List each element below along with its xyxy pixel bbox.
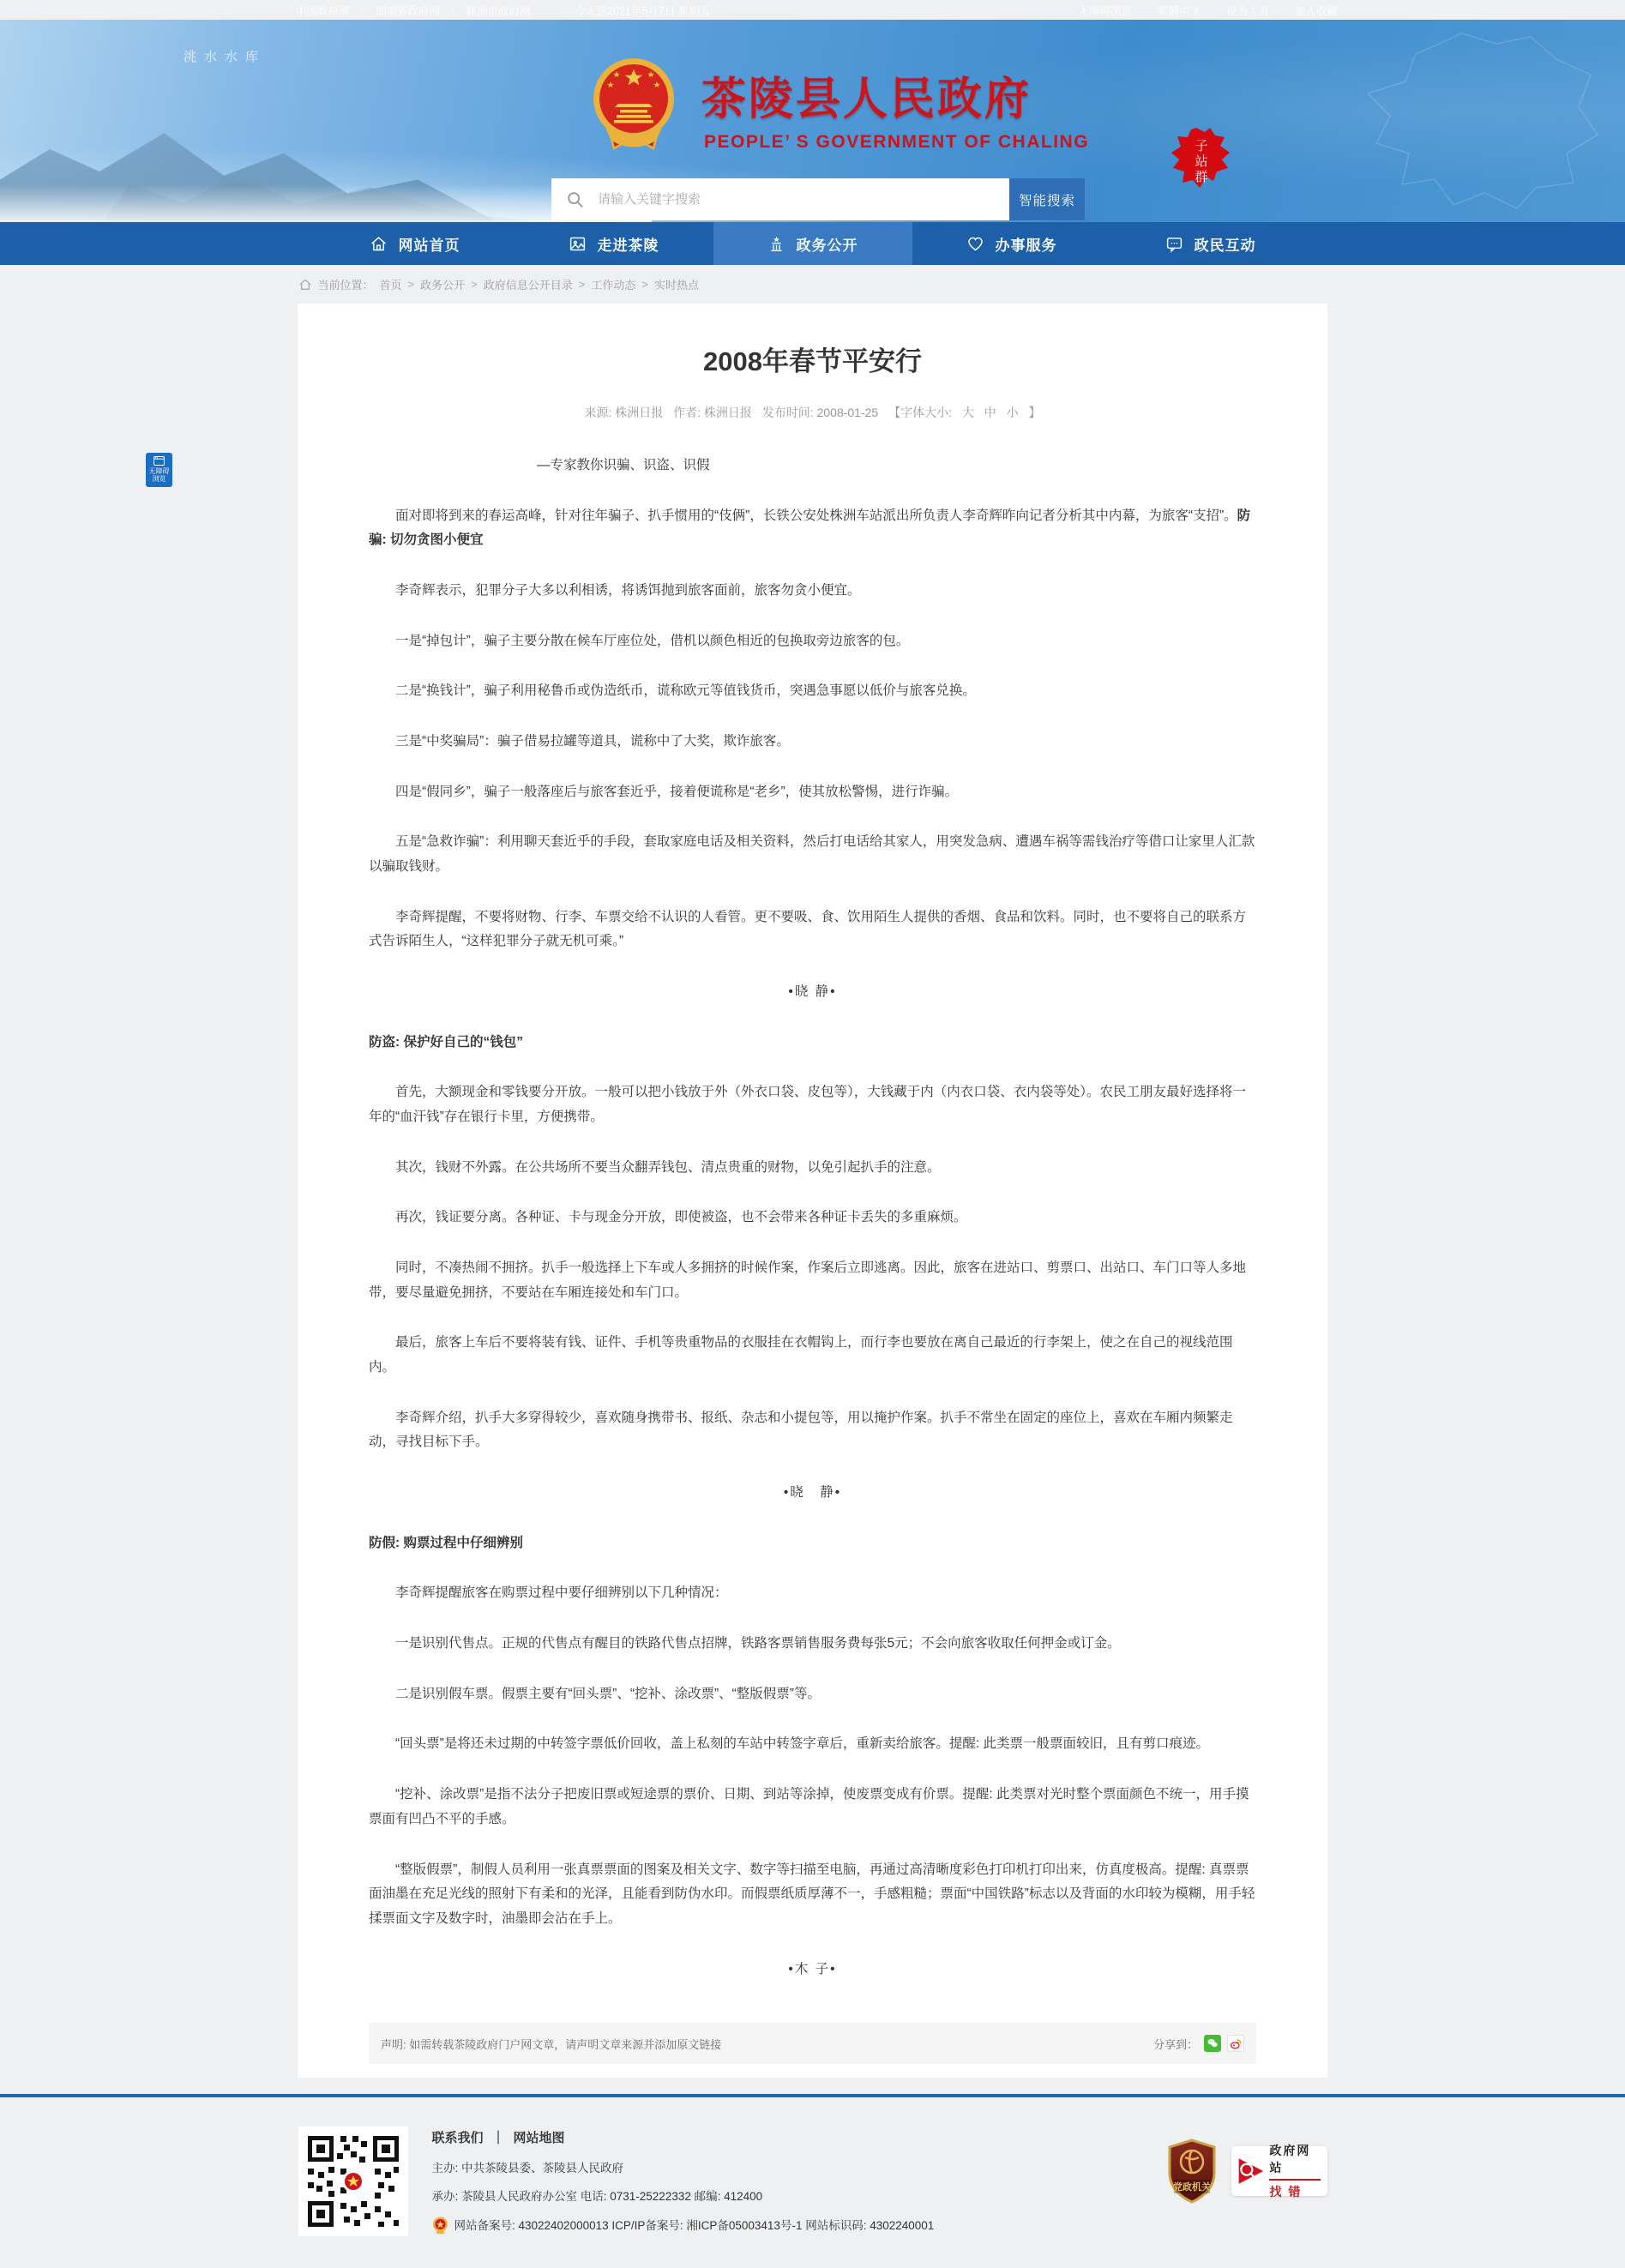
paragraph: 二是识别假车票。假票主要有“回头票”、“挖补、涂改票”、“整版假票”等。 bbox=[395, 1686, 821, 1701]
paragraph: 三是“中奖骗局”：骗子借易拉罐等道具，谎称中了大奖，欺诈旅客。 bbox=[395, 734, 790, 749]
paragraph: 同时，不凑热闹不拥挤。扒手一般选择上下车或人多拥挤的时候作案，作案后立即逃离。因此，旅客在进站口、剪票口、出站口、车门口等人多地带，要尽量避免拥挤，不要站在车厢连接处和车门口。 bbox=[369, 1260, 1247, 1300]
smart-search-button[interactable]: 智能搜索 bbox=[1009, 178, 1085, 220]
declaration-text: 声明: 如需转载茶陵政府门户网文章，请声明文章来源并添加原文链接 bbox=[381, 2037, 722, 2051]
paragraph: 李奇辉提醒，不要将财物、行李、车票交给不认识的人看管。更不要吸、食、饮用陌生人提供的香烟、食品和饮料。同时，也不要将自己的联系方式告诉陌生人，“这样犯罪分子就无机可乘。” bbox=[369, 909, 1247, 949]
footer-host: 主办: 中共茶陵县委、茶陵县人民政府 bbox=[431, 2162, 624, 2175]
font-size-large-button[interactable]: 大 bbox=[961, 406, 974, 419]
footer-links bbox=[432, 2128, 935, 2146]
paragraph: 再次，钱证要分离。各种证、卡与现金分开放，即使被盗，也不会带来各种证卡丢失的多重麻烦。 bbox=[395, 1210, 967, 1225]
reservoir-watermark-label: 洮水水库 bbox=[184, 50, 267, 64]
breadcrumb-separator: > bbox=[578, 278, 586, 291]
footer bbox=[0, 2097, 1625, 2268]
nav-label: 走进茶陵 bbox=[597, 237, 659, 254]
sitemap-link[interactable]: 网站地图 bbox=[513, 2131, 565, 2146]
topbar-tools bbox=[1078, 3, 1338, 18]
search-box bbox=[551, 178, 1009, 220]
paragraph: 首先，大额现金和零钱要分开放。一般可以把小钱放于外（外衣口袋、皮包等），大钱藏于内（内衣口袋、衣内袋等处）。农民工朋友最好选择将一年的“血汗钱”存在银行卡里，方便携带。 bbox=[369, 1085, 1247, 1125]
footer-info bbox=[432, 2127, 935, 2246]
header-banner bbox=[0, 20, 1625, 222]
accessibility-label-line1: 无障碍 bbox=[148, 467, 170, 475]
breadcrumb-prefix: 当前位置： bbox=[317, 279, 374, 292]
paragraph: “整版假票”，制假人员利用一张真票票面的图案及相关文字、数字等扫描至电脑，再通过高清晰度彩色打印机打印出来，仿真度极高。提醒: 真票票面油墨在充足光线的照射下有柔和的光泽，且能看到防伪水印。而假票纸质厚薄不一，手感粗糙；票面“中国铁路”标志以及背面的水印较为模糊，用手轻揉票面文字及数字时，油墨即会沾在手上。 bbox=[369, 1862, 1255, 1926]
share-area bbox=[1153, 2035, 1244, 2052]
map-outline-watermark bbox=[1333, 25, 1608, 214]
subsite-char: 群 bbox=[1195, 170, 1208, 184]
paragraph: 最后，旅客上车后不要将装有钱、证件、手机等贵重物品的衣服挂在衣帽钩上，而行李也要放在离自己最近的行李架上，使之在自己的视线范围内。 bbox=[369, 1335, 1233, 1375]
paragraph: “回头票”是将还未过期的中转签字票低价回收，盖上私刻的车站中转签字章后，重新卖给旅客。提醒: 此类票一般票面较旧，且有剪口痕迹。 bbox=[395, 1736, 1209, 1752]
breadcrumb bbox=[298, 265, 1327, 302]
article-card bbox=[298, 304, 1327, 2078]
accessibility-float-widget[interactable] bbox=[146, 453, 172, 487]
contact-us-link[interactable]: 联系我们 bbox=[431, 2131, 484, 2146]
meta-publish-time: 发布时间: 2008-01-25 bbox=[761, 406, 879, 419]
breadcrumb-hot-topics[interactable]: 实时热点 bbox=[653, 279, 699, 292]
paragraph: 其次，钱财不外露。在公共场所不要当众翻弄钱包、清点贵重的财物，以免引起扒手的注意。 bbox=[395, 1159, 941, 1175]
search-icon bbox=[566, 190, 585, 209]
website-error-report-badge[interactable] bbox=[1231, 2144, 1327, 2199]
breadcrumb-info-catalog[interactable]: 政府信息公开目录 bbox=[483, 279, 573, 292]
nav-label: 政民互动 bbox=[1194, 237, 1256, 254]
subsite-char: 子 bbox=[1195, 139, 1208, 153]
author-signature: •晓 静• bbox=[783, 1485, 842, 1501]
article-subtitle: —专家教你识骗、识盗、识假 bbox=[537, 458, 710, 472]
breadcrumb-home[interactable]: 首页 bbox=[379, 279, 402, 292]
font-size-label: 【字体大小: bbox=[888, 406, 952, 419]
breadcrumb-separator: > bbox=[471, 278, 478, 291]
error-badge-subtitle: 找错 bbox=[1269, 2185, 1308, 2199]
article-meta bbox=[369, 404, 1256, 421]
party-gov-shield-badge[interactable] bbox=[1166, 2139, 1218, 2204]
link-traditional-chinese[interactable]: 繁體中文 bbox=[1157, 4, 1201, 17]
link-set-homepage[interactable]: 设为主页 bbox=[1225, 4, 1269, 17]
nav-label: 政务公开 bbox=[796, 237, 858, 254]
chat-icon bbox=[1165, 235, 1183, 253]
nav-item-gov-affairs[interactable] bbox=[713, 222, 912, 265]
weibo-share-icon[interactable] bbox=[1227, 2035, 1244, 2052]
subsite-map-badge[interactable] bbox=[1170, 126, 1233, 196]
nav-item-about[interactable] bbox=[515, 222, 713, 265]
flag-magnifier-icon bbox=[1235, 2154, 1267, 2188]
paragraph: 二是“换钱计”，骗子利用秘鲁币或伪造纸币，谎称欧元等值钱货币，突遇急事愿以低价与旅客兑换。 bbox=[395, 683, 976, 699]
breadcrumb-separator: > bbox=[641, 278, 648, 291]
nav-item-interaction[interactable] bbox=[1111, 222, 1310, 265]
search-input[interactable] bbox=[596, 191, 1009, 208]
section-heading-anti-fraud: 防骗: 切勿贪图小便宜 bbox=[369, 508, 1251, 548]
author-signature: •木 子• bbox=[788, 1961, 837, 1976]
paragraph: 五是“急救诈骗”：利用聊天套近乎的手段，套取家庭电话及相关资料，然后打电话给其家人，用突发急病、遭遇车祸等需钱治疗等借口让家里人汇款以骗取钱财。 bbox=[369, 834, 1255, 875]
national-emblem-logo[interactable] bbox=[590, 54, 677, 167]
nav-item-services[interactable] bbox=[912, 222, 1111, 265]
topbar-separator: ｜ bbox=[357, 4, 369, 17]
topbar bbox=[0, 0, 1625, 20]
meta-author: 作者: 株洲日报 bbox=[673, 406, 752, 419]
footer-badges bbox=[1166, 2139, 1327, 2204]
picture-icon bbox=[569, 235, 587, 253]
footer-record bbox=[432, 2217, 935, 2235]
link-china-gov[interactable]: 中国政府网 bbox=[296, 4, 350, 17]
site-title: 茶陵县人民政府 bbox=[701, 75, 1032, 124]
error-badge-title: 政府网站 bbox=[1269, 2142, 1320, 2181]
font-size-small-button[interactable]: 小 bbox=[1006, 406, 1019, 419]
footer-organizer: 承办: 茶陵县人民政府办公室 电话: 0731-25222332 邮编: 412400 bbox=[431, 2190, 763, 2204]
paragraph: 李奇辉提醒旅客在购票过程中要仔细辨别以下几种情况： bbox=[395, 1585, 728, 1601]
qr-code bbox=[298, 2127, 408, 2236]
main-nav bbox=[0, 222, 1625, 265]
police-badge-icon bbox=[432, 2217, 448, 2235]
meta-source: 来源: 株洲日报 bbox=[584, 406, 664, 419]
article-title: 2008年春节平安行 bbox=[703, 346, 922, 376]
paragraph: 李奇辉介绍，扒手大多穿得较少，喜欢随身携带书、报纸、杂志和小提包等，用以掩护作案。扒手不常坐在固定的座位上，喜欢在车厢内频繁走动，寻找目标下手。 bbox=[369, 1410, 1233, 1450]
paragraph: 一是识别代售点。正规的代售点有醒目的铁路代售点招牌，铁路客票销售服务费每张5元；不会向旅客收取任何押金或订金。 bbox=[395, 1636, 1121, 1651]
nav-label: 办事服务 bbox=[995, 237, 1057, 254]
topbar-separator: ｜ bbox=[448, 4, 459, 17]
nav-label: 网站首页 bbox=[398, 237, 460, 254]
paragraph: 面对即将到来的春运高峰，针对往年骗子、扒手惯用的“伎俩”，长铁公安处株洲车站派出所负责人李奇辉昨向记者分析其中内幕，为旅客“支招”。防骗: 切勿贪图小便宜 bbox=[369, 508, 1251, 548]
breadcrumb-work-trends[interactable]: 工作动态 bbox=[591, 279, 636, 292]
subsite-char: 站 bbox=[1195, 154, 1208, 169]
section-heading-anti-counterfeit: 防假: 购票过程中仔细辨别 bbox=[369, 1535, 523, 1550]
link-hunan-gov[interactable]: 湖南省政府网 bbox=[376, 4, 441, 17]
font-size-medium-button[interactable]: 中 bbox=[984, 406, 996, 419]
link-add-favorite[interactable]: 加入收藏 bbox=[1294, 4, 1338, 17]
heart-icon bbox=[966, 235, 984, 253]
shield-badge-label: 党政机关 bbox=[1172, 2182, 1211, 2193]
site-title-english: PEOPLE’ S GOVERNMENT OF CHALING bbox=[704, 132, 1090, 152]
record-numbers: 网站备案号: 43022402000013 ICP/IP备案号: 湘ICP备05003413号-1 网站标识码: 4302240001 bbox=[454, 2218, 935, 2232]
wechat-share-icon[interactable] bbox=[1204, 2035, 1221, 2052]
link-zhuzhou-gov[interactable]: 株洲市政府网 bbox=[466, 4, 531, 17]
topbar-gov-links bbox=[296, 3, 531, 18]
paragraph: “挖补、涂改票”是指不法分子把废旧票或短途票的票价、日期、到站等涂掉，使废票变成有价票。提醒: 此类票对光时整个票面颜色不统一，用手摸票面有凹凸不平的手感。 bbox=[369, 1787, 1249, 1826]
link-accessibility[interactable]: 无障碍浏览 bbox=[1078, 4, 1132, 17]
home-icon bbox=[370, 235, 388, 253]
breadcrumb-separator: > bbox=[407, 278, 415, 291]
nav-item-home[interactable] bbox=[316, 222, 515, 265]
article-body bbox=[369, 454, 1256, 1982]
government-icon bbox=[767, 235, 785, 253]
paragraph: 四是“假同乡”，骗子一般落座后与旅客套近乎，接着便谎称是“老乡”，使其放松警惕，进行诈骗。 bbox=[395, 784, 959, 799]
breadcrumb-gov-affairs[interactable]: 政务公开 bbox=[420, 279, 466, 292]
author-signature: •晓 静• bbox=[788, 984, 837, 1000]
paragraph: 一是“掉包计”，骗子主要分散在候车厅座位处，借机以颜色相近的包换取旁边旅客的包。 bbox=[395, 633, 910, 648]
home-icon bbox=[298, 278, 312, 292]
font-size-label-end: 】 bbox=[1028, 406, 1041, 419]
current-date: 今天是2021年5月7日 星期五 bbox=[575, 4, 711, 17]
section-heading-anti-theft: 防盗: 保护好自己的“钱包” bbox=[369, 1034, 523, 1050]
footer-separator: ｜ bbox=[491, 2131, 505, 2146]
accessibility-label-line2: 浏览 bbox=[152, 475, 166, 483]
paragraph: 李奇辉表示，犯罪分子大多以利相诱，将诱饵抛到旅客面前，旅客勿贪小便宜。 bbox=[395, 583, 861, 599]
browser-window-icon bbox=[153, 456, 165, 466]
declaration-bar bbox=[369, 2023, 1256, 2064]
share-label: 分享到： bbox=[1153, 2037, 1198, 2051]
